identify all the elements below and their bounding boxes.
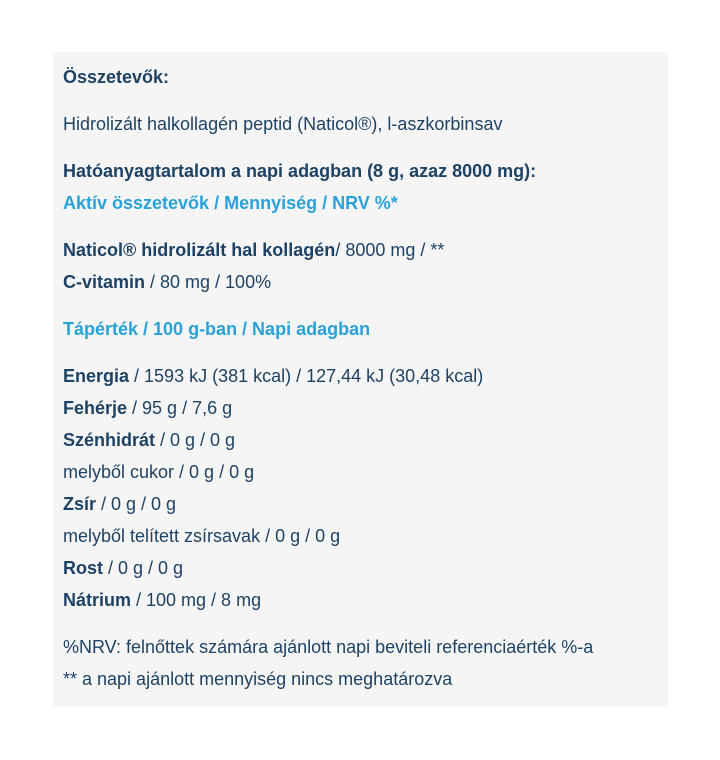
active-ingredient-row [63,234,658,266]
row-label: Szénhidrát [63,430,156,450]
nutrition-rows [63,360,658,616]
row-label: Energia [63,366,130,386]
active-ingredients-columns-label: Aktív összetevők / Mennyiség / NRV %* [63,193,398,213]
ingredients-heading: Összetevők: [63,67,170,87]
row-values: / 8000 mg / ** [335,240,445,260]
row-label: melyből telített zsírsavak [63,526,261,546]
active-ingredients-rows [63,234,658,298]
row-values: / 0 g / 0 g [174,462,255,482]
row-label: Naticol® hidrolizált hal kollagén [63,240,336,260]
active-ingredients-heading: Hatóanyagtartalom a napi adagban (8 g, azaz 8000 mg): [63,161,537,181]
row-label: Nátrium [63,590,132,610]
row-values: / 80 mg / 100% [145,272,272,292]
row-label: Fehérje [63,398,128,418]
active-ingredient-row [63,266,658,298]
nutrition-heading: Tápérték / 100 g-ban / Napi adagban [63,319,371,339]
row-label: Zsír [63,494,97,514]
row-values: / 0 g / 0 g [96,494,177,514]
footnote-line: %NRV: felnőttek számára ajánlott napi beviteli referenciaérték %-a [63,637,594,657]
nutrition-row [63,360,658,392]
nutrition-info-panel [53,52,668,707]
footnote-line: ** a napi ajánlott mennyiség nincs meghatározva [63,669,453,689]
ingredients-text: Hidrolizált halkollagén peptid (Naticol®), l-aszkorbinsav [63,114,503,134]
footnotes [63,631,658,695]
row-values: / 100 mg / 8 mg [131,590,262,610]
nutrition-row [63,520,658,552]
row-label: Rost [63,558,103,578]
row-values: / 1593 kJ (381 kcal) / 127,44 kJ (30,48 kcal) [129,366,484,386]
row-values: / 0 g / 0 g [260,526,341,546]
nutrition-row [63,424,658,456]
row-values: / 0 g / 0 g [103,558,184,578]
active-ingredients-header-block [63,155,658,219]
row-values: / 0 g / 0 g [155,430,236,450]
row-values: / 95 g / 7,6 g [127,398,233,418]
nutrition-row [63,488,658,520]
nutrition-row [63,552,658,584]
row-label: C-vitamin [63,272,146,292]
nutrition-row [63,456,658,488]
nutrition-row [63,584,658,616]
row-label: melyből cukor [63,462,175,482]
nutrition-row [63,392,658,424]
